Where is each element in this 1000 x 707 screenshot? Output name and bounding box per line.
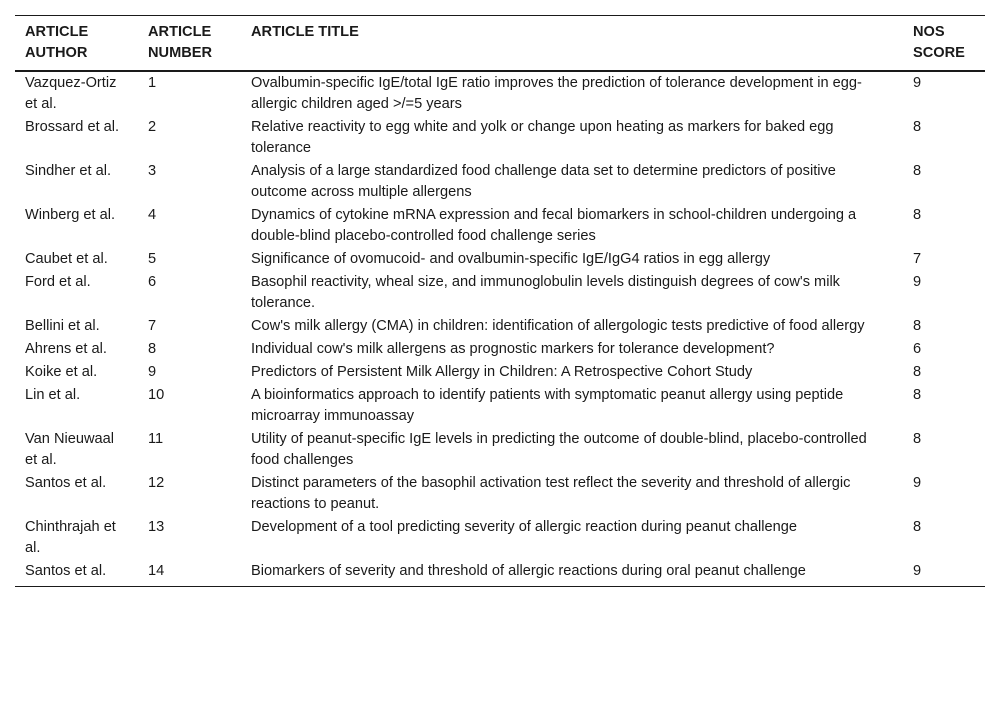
cell-author: Ahrens et al.	[25, 341, 107, 357]
cell-author: Brossard et al.	[25, 119, 120, 135]
cell-score: 8	[913, 119, 922, 135]
cell-author: Van Nieuwaal et al.	[25, 431, 114, 468]
cell-title: Biomarkers of severity and threshold of allergic reactions during oral peanut challenge	[251, 563, 806, 579]
cell-number: 12	[148, 475, 165, 491]
cell-score: 6	[913, 341, 922, 357]
cell-score: 8	[913, 318, 922, 334]
cell-number: 10	[148, 387, 165, 403]
table-row	[15, 516, 985, 560]
cell-score: 8	[913, 387, 922, 403]
table-row	[15, 560, 985, 587]
cell-author: Winberg et al.	[25, 207, 116, 223]
cell-title: Dynamics of cytokine mRNA expression and fecal biomarkers in school-children undergoing a double-blind placebo-controlled food challenge series	[251, 207, 857, 244]
cell-score: 8	[913, 207, 922, 223]
cell-score: 8	[913, 163, 922, 179]
table-row	[15, 116, 985, 160]
cell-title: Development of a tool predicting severity of allergic reaction during peanut challenge	[251, 519, 797, 535]
cell-title: Analysis of a large standardized food challenge data set to determine predictors of positive outcome across multiple allergens	[251, 163, 836, 200]
cell-number: 2	[148, 119, 157, 135]
cell-number: 13	[148, 519, 165, 535]
cell-title: Utility of peanut-specific IgE levels in predicting the outcome of double-blind, placebo-controlled food challenges	[251, 431, 867, 468]
table-row	[15, 428, 985, 472]
cell-score: 8	[913, 364, 922, 380]
cell-score: 9	[913, 274, 922, 290]
table-row	[15, 472, 985, 516]
table-header	[15, 16, 985, 72]
cell-title: Predictors of Persistent Milk Allergy in Children: A Retrospective Cohort Study	[251, 364, 753, 380]
table-row	[15, 384, 985, 428]
cell-author: Santos et al.	[25, 563, 107, 579]
header-article-title: ARTICLE TITLE	[241, 16, 903, 72]
cell-score: 9	[913, 563, 922, 579]
cell-number: 1	[148, 75, 157, 91]
cell-author: Caubet et al.	[25, 251, 108, 267]
table-row	[15, 271, 985, 315]
cell-title: Distinct parameters of the basophil activation test reflect the severity and threshold of allergic reactions to peanut.	[251, 475, 851, 512]
cell-score: 7	[913, 251, 922, 267]
cell-author: Vazquez-Ortiz et al.	[25, 75, 117, 112]
table-row	[15, 315, 985, 338]
cell-number: 14	[148, 563, 165, 579]
cell-title: Basophil reactivity, wheal size, and immunoglobulin levels distinguish degrees of cow's milk tolerance.	[251, 274, 840, 311]
cell-title: A bioinformatics approach to identify patients with symptomatic peanut allergy using peptide microarray immunoassay	[251, 387, 844, 424]
cell-number: 5	[148, 251, 157, 267]
table-row	[15, 160, 985, 204]
table-row	[15, 338, 985, 361]
table-body	[15, 71, 985, 587]
cell-score: 8	[913, 519, 922, 535]
header-article-author: ARTICLE AUTHOR	[15, 16, 138, 72]
header-row	[15, 16, 985, 72]
article-table-container	[15, 15, 985, 587]
cell-number: 11	[148, 431, 164, 447]
table-row	[15, 204, 985, 248]
cell-author: Bellini et al.	[25, 318, 100, 334]
cell-title: Ovalbumin-specific IgE/total IgE ratio improves the prediction of tolerance development in egg-allergic children aged >/=5 years	[251, 75, 862, 112]
cell-title: Significance of ovomucoid- and ovalbumin-specific IgE/IgG4 ratios in egg allergy	[251, 251, 771, 267]
cell-author: Chinthrajah et al.	[25, 519, 116, 556]
cell-number: 8	[148, 341, 157, 357]
cell-number: 3	[148, 163, 157, 179]
header-nos-score: NOS SCORE	[903, 16, 985, 72]
cell-number: 4	[148, 207, 157, 223]
cell-number: 9	[148, 364, 157, 380]
cell-author: Lin et al.	[25, 387, 81, 403]
cell-number: 7	[148, 318, 157, 334]
cell-title: Individual cow's milk allergens as prognostic markers for tolerance development?	[251, 341, 775, 357]
table-row	[15, 248, 985, 271]
cell-author: Sindher et al.	[25, 163, 111, 179]
cell-number: 6	[148, 274, 157, 290]
table-row	[15, 71, 985, 116]
cell-title: Cow's milk allergy (CMA) in children: identification of allergologic tests predictive of food allergy	[251, 318, 865, 334]
cell-score: 8	[913, 431, 922, 447]
cell-score: 9	[913, 475, 922, 491]
nos-score-table	[15, 15, 985, 587]
cell-author: Koike et al.	[25, 364, 98, 380]
header-article-number: ARTICLE NUMBER	[138, 16, 241, 72]
table-row	[15, 361, 985, 384]
cell-author: Santos et al.	[25, 475, 107, 491]
cell-score: 9	[913, 75, 922, 91]
cell-author: Ford et al.	[25, 274, 91, 290]
cell-title: Relative reactivity to egg white and yolk or change upon heating as markers for baked egg tolerance	[251, 119, 834, 156]
